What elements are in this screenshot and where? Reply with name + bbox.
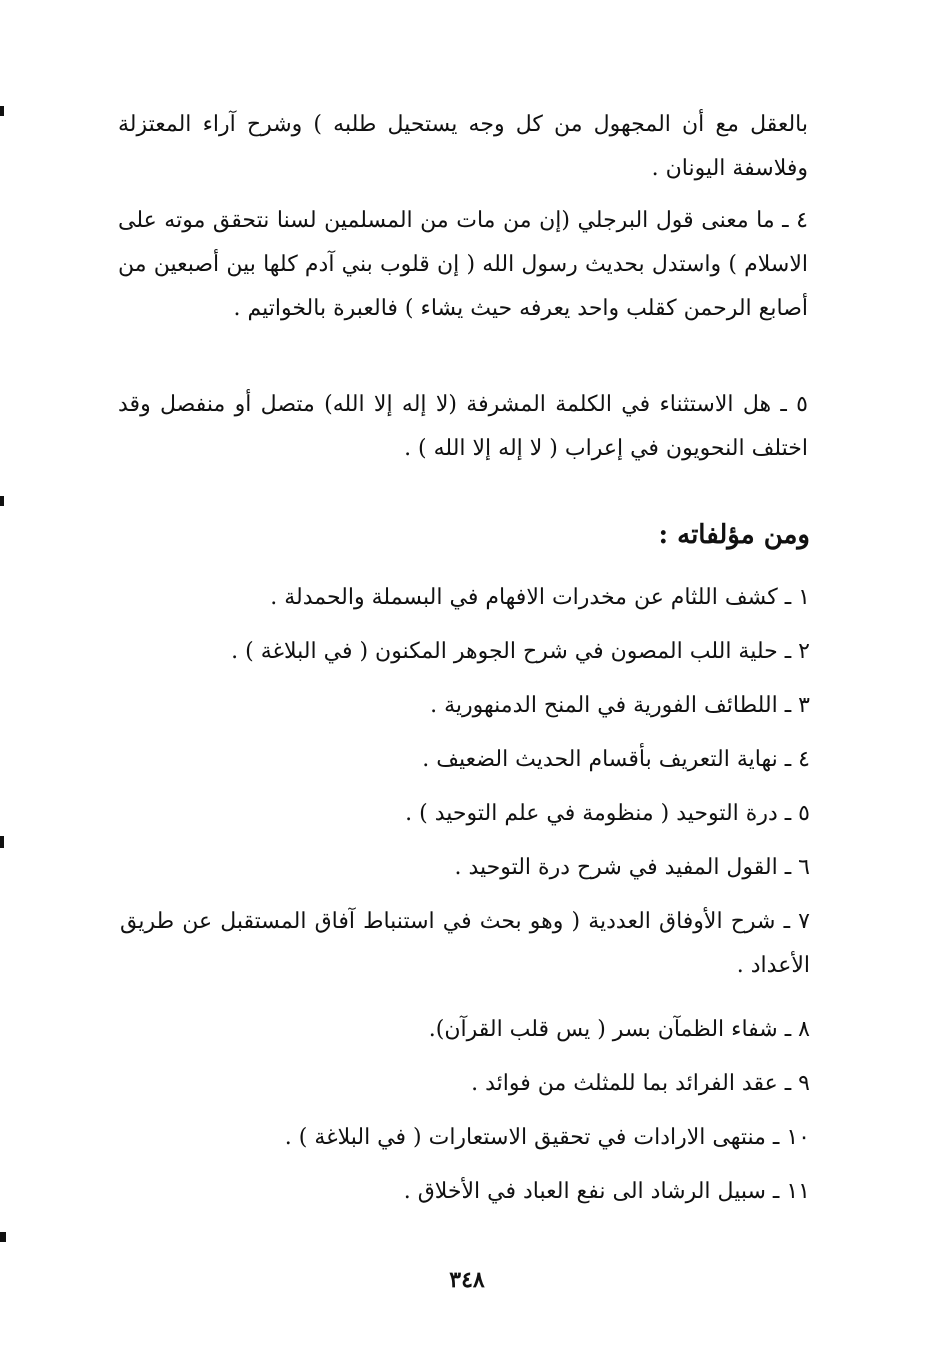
paragraph-continuation: بالعقل مع أن المجهول من كل وجه يستحيل طلبه ) وشرح آراء المعتزلة وفلاسفة اليونان .	[118, 112, 808, 181]
list-item-text: ١١ ـ سبيل الرشاد الى نفع العباد في الأخلاق .	[403, 1179, 810, 1204]
list-item	[120, 900, 810, 1008]
list-item-text: ١٠ ـ منتهى الارادات في تحقيق الاستعارات ( في البلاغة ) .	[284, 1125, 810, 1150]
works-list	[120, 576, 810, 1224]
list-item	[120, 738, 810, 792]
list-item-text: ٧ ـ شرح الأوفاق العددية ( وهو بحث في استنباط آفاق المستقبل عن طريق الأعداد .	[120, 909, 810, 978]
list-item	[120, 1116, 810, 1170]
list-item	[120, 684, 810, 738]
scan-edge-mark	[0, 496, 4, 506]
paragraph-question-4: ٤ ـ ما معنى قول البرجلي (إن من مات من المسلمين لسنا نتحقق موته على الاسلام ) واستدل بحديث رسول الله ( إن قلوب بني آدم كلها بين أصبعين من أصابع الرحمن كقلب واحد يعرفه حيث يشاء ) فالعبرة بالخواتيم .	[118, 208, 808, 321]
list-item-text: ٣ ـ اللطائف الفورية في المنح الدمنهورية .	[430, 693, 810, 718]
list-item	[120, 1062, 810, 1116]
scan-edge-mark	[0, 106, 4, 116]
list-item-text: ٥ ـ درة التوحيد ( منظومة في علم التوحيد ) .	[405, 801, 810, 826]
list-item	[120, 1008, 810, 1062]
scan-edge-mark	[0, 1232, 6, 1242]
list-item	[120, 1170, 810, 1224]
list-item	[120, 846, 810, 900]
list-item-text: ٦ ـ القول المفيد في شرح درة التوحيد .	[454, 855, 810, 880]
list-item-text: ٤ ـ نهاية التعريف بأقسام الحديث الضعيف .	[422, 747, 810, 772]
scan-edge-mark	[0, 836, 4, 848]
paragraph-question-5: ٥ ـ هل الاستثناء في الكلمة المشرفة (لا إله إلا الله) متصل أو منفصل وقد اختلف النحويون في إعراب ( لا إله إلا الله ) .	[118, 392, 808, 461]
list-item-text: ٩ ـ عقد الفرائد بما للمثلث من فوائد .	[471, 1071, 810, 1096]
page-number: ٣٤٨	[449, 1267, 485, 1293]
works-heading: ومن مؤلفاته :	[658, 520, 810, 550]
list-item-text: ١ ـ كشف اللثام عن مخدرات الافهام في البسملة والحمدلة .	[270, 585, 810, 610]
list-item	[120, 630, 810, 684]
list-item-text: ٨ ـ شفاء الظمآن بسر ( يس قلب القرآن).	[428, 1017, 810, 1042]
list-item	[120, 792, 810, 846]
list-item-text: ٢ ـ حلية اللب المصون في شرح الجوهر المكنون ( في البلاغة ) .	[231, 639, 810, 664]
list-item	[120, 576, 810, 630]
